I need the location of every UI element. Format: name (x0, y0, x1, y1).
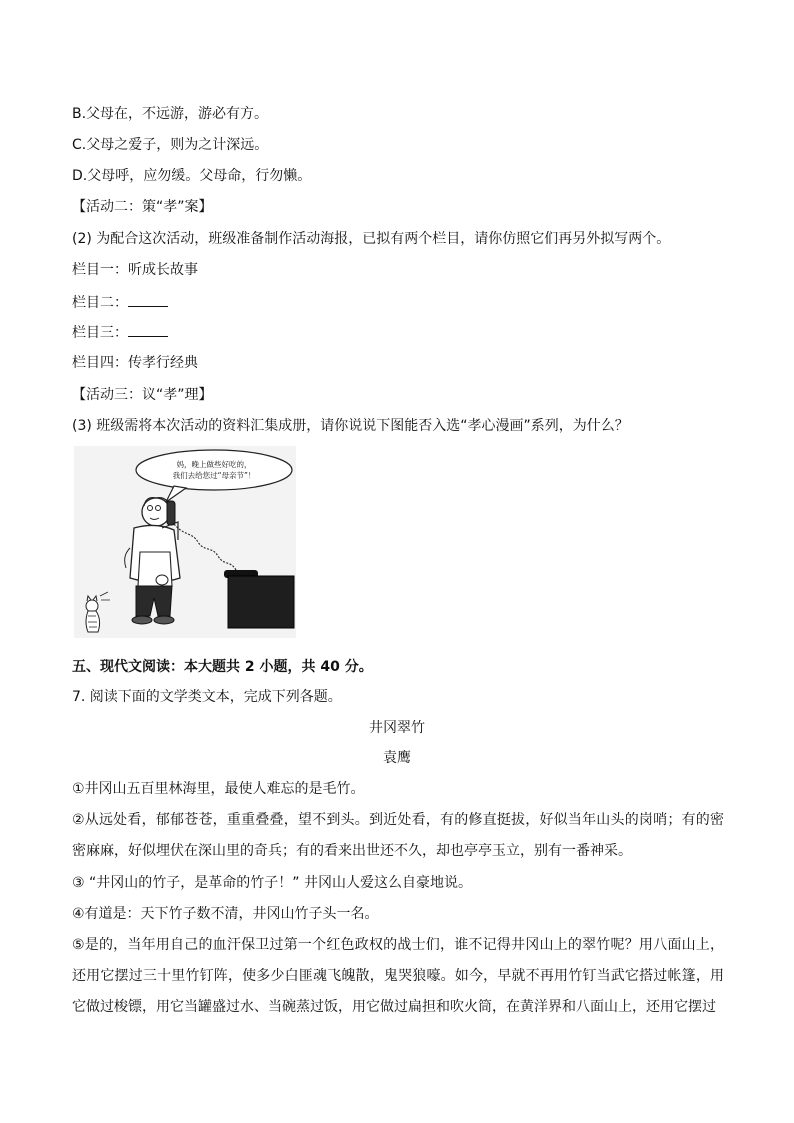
question-2: (2) 为配合这次活动，班级准备制作活动海报，已拟有两个栏目，请你仿照它们再另外拟写两个。 (72, 231, 671, 247)
column-one: 栏目一：听成长故事 (72, 262, 198, 278)
option-b: B.父母在，不远游，游必有方。 (72, 106, 269, 122)
article-author: 袁鹰 (383, 750, 411, 766)
article-title: 井冈翠竹 (369, 720, 425, 736)
cartoon-illustration (74, 446, 296, 638)
question-3: (3) 班级需将本次活动的资料汇集成册，请你说说下图能否入选“孝心漫画”系列，为什么？ (72, 418, 629, 434)
section-five-heading: 五、现代文阅读：本大题共 2 小题，共 40 分。 (72, 659, 373, 675)
answer-blank (128, 322, 168, 337)
column-four: 栏目四：传孝行经典 (72, 355, 198, 371)
paragraph-2: ②从远处看，郁郁苍苍，重重叠叠，望不到头。到近处看，有的修直挺拔，好似当年山头的岗哨；有的密密麻麻，好似埋伏在深山里的奇兵；有的看来出世还不久，却也亭亭玉立，别有一番神采。 (72, 812, 724, 859)
paragraph-3: ③ “井冈山的竹子，是革命的竹子！” 井冈山人爱这么自豪地说。 (72, 875, 472, 891)
option-c: C.父母之爱子，则为之计深远。 (72, 137, 269, 153)
question-7: 7. 阅读下面的文学类文本，完成下列各题。 (72, 689, 342, 705)
column-three (72, 322, 168, 343)
option-d: D.父母呼，应勿缓。父母命，行勿懒。 (72, 168, 312, 184)
activity-two-heading: 【活动二：策“孝”案】 (72, 199, 213, 215)
bubble-text-1: 妈，晚上做些好吃的， (176, 460, 252, 469)
answer-blank (128, 292, 168, 307)
paragraph-5: ⑤是的，当年用自己的血汗保卫过第一个红色政权的战士们，谁不记得井冈山上的翠竹呢？用八面山上，还用它摆过三十里竹钉阵，使多少白匪魂飞魄散，鬼哭狼嚎。如今，早就不再用竹钉当武它搭过帐篷，用它做过梭镖，用它当罐盛过水、当碗蒸过饭，用它做过扁担和吹火筒，在黄洋界和八面山上，还用它摆过 (72, 937, 724, 1015)
activity-three-heading: 【活动三：议“孝”理】 (72, 387, 213, 403)
column-two-label: 栏目二： (72, 295, 128, 311)
paragraph-4: ④有道是：天下竹子数不清，井冈山竹子头一名。 (72, 906, 379, 922)
paragraph-1: ①井冈山五百里林海里，最使人难忘的是毛竹。 (72, 781, 365, 797)
column-two (72, 292, 168, 313)
column-three-label: 栏目三： (72, 325, 128, 341)
bubble-text-2: 我们去给您过“母亲节”！ (172, 471, 256, 480)
